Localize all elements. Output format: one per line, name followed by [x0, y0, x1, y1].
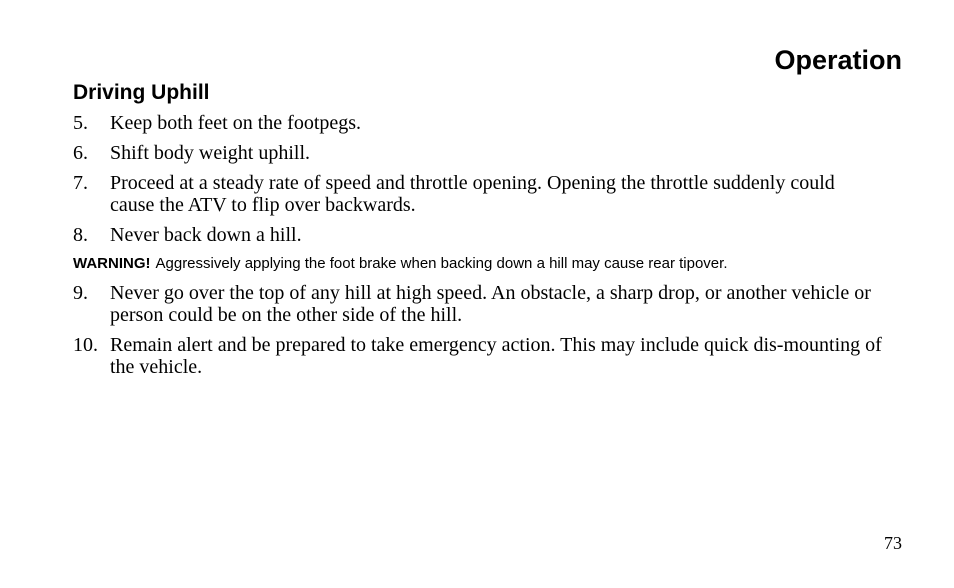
step-text: Proceed at a steady rate of speed and throttle opening. Opening the throttle suddenly could cause the ATV to flip over backwards. — [110, 172, 835, 216]
step-number: 7. — [73, 172, 88, 194]
section-title: Driving Uphill — [73, 81, 210, 104]
list-item-step-5 — [73, 112, 883, 134]
list-item-step-6 — [73, 142, 883, 164]
warning-notice — [73, 254, 883, 274]
step-text: Remain alert and be prepared to take emergency action. This may include quick dis-mounting of the vehicle. — [110, 334, 882, 378]
step-number: 8. — [73, 224, 88, 246]
warning-label: WARNING! — [73, 255, 151, 272]
step-number: 9. — [73, 282, 88, 304]
list-item-step-9 — [73, 282, 883, 326]
page-number: 73 — [884, 533, 902, 553]
list-item-step-10 — [73, 334, 883, 378]
step-number: 6. — [73, 142, 88, 164]
warning-text: Aggressively applying the foot brake when backing down a hill may cause rear tipover. — [155, 255, 728, 272]
list-item-step-7 — [73, 172, 883, 216]
step-text: Keep both feet on the footpegs. — [110, 112, 362, 134]
step-number: 10. — [73, 334, 98, 356]
step-text: Shift body weight uphill. — [110, 142, 310, 164]
step-number: 5. — [73, 112, 88, 134]
list-item-step-8 — [73, 224, 883, 246]
step-text: Never back down a hill. — [110, 224, 302, 246]
page-header-title: Operation — [774, 45, 902, 75]
step-text: Never go over the top of any hill at high speed. An obstacle, a sharp drop, or another vehicle or person could be on the other side of the hill. — [110, 282, 871, 326]
content-body — [73, 112, 883, 378]
